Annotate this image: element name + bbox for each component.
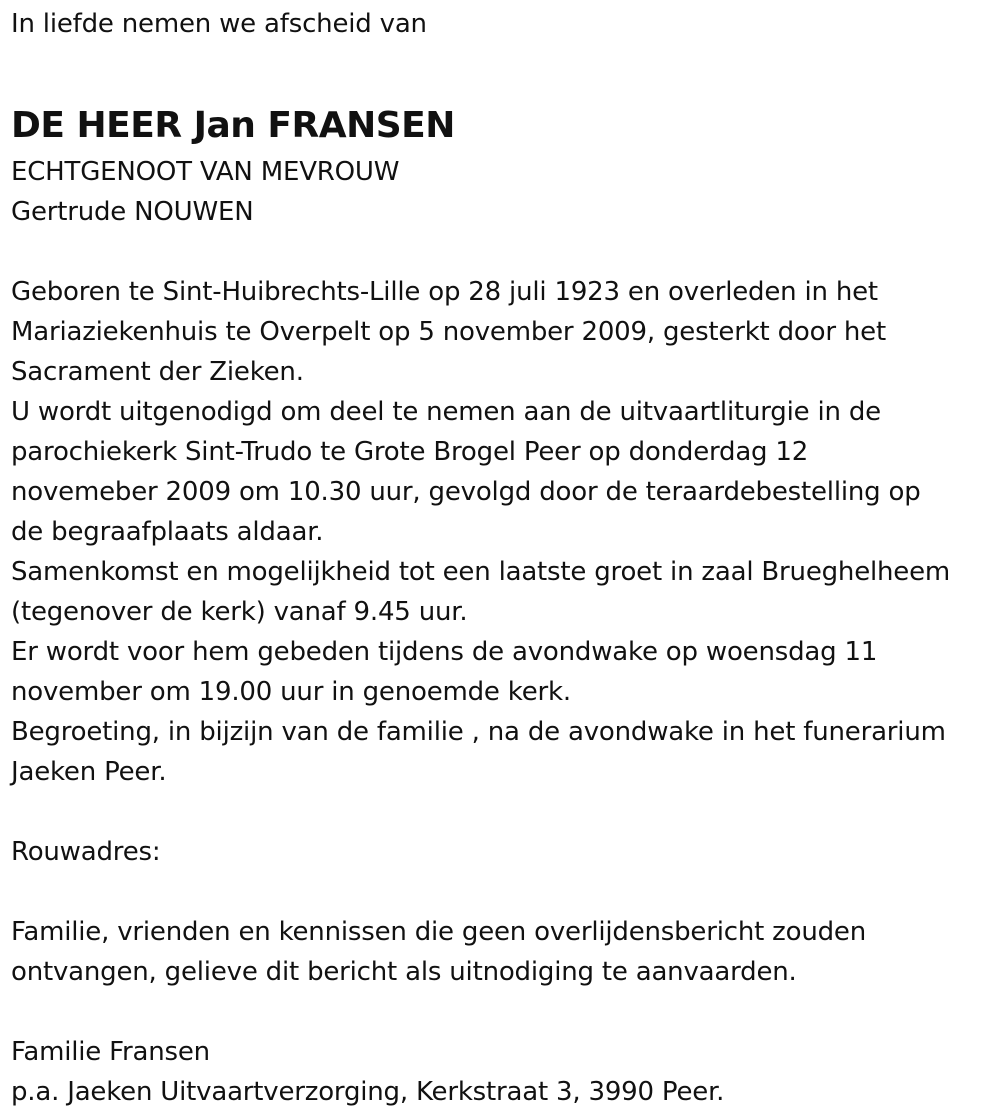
details-line: Samenkomst en mogelijkheid tot een laatste groet in zaal Brueghelheem xyxy=(11,557,951,587)
details-line: novemeber 2009 om 10.30 uur, gevolgd door de teraardebestelling op xyxy=(11,477,921,507)
details-line: Sacrament der Zieken. xyxy=(11,357,304,387)
details-line: Jaeken Peer. xyxy=(11,757,167,787)
details-line: (tegenover de kerk) vanaf 9.45 uur. xyxy=(11,597,468,627)
details-line: november om 19.00 uur in genoemde kerk. xyxy=(11,677,571,707)
rouwadres-label: Rouwadres: xyxy=(11,837,161,867)
spouse-block xyxy=(11,152,996,232)
intro-text: In liefde nemen we afscheid van xyxy=(11,9,427,39)
invitation-notice xyxy=(11,912,996,992)
details-line: U wordt uitgenodigd om deel te nemen aan de uitvaartliturgie in de xyxy=(11,397,881,427)
details-line: de begraafplaats aldaar. xyxy=(11,517,324,547)
deceased-name: DE HEER Jan FRANSEN xyxy=(11,105,455,146)
spouse-line-2: Gertrude NOUWEN xyxy=(11,197,254,227)
spouse-line-1: ECHTGENOOT VAN MEVROUW xyxy=(11,157,400,187)
details-paragraph xyxy=(11,272,996,792)
details-line: parochiekerk Sint-Trudo te Grote Brogel Peer op donderdag 12 xyxy=(11,437,809,467)
notice-line: ontvangen, gelieve dit bericht als uitnodiging te aanvaarden. xyxy=(11,957,797,987)
notice-line: Familie, vrienden en kennissen die geen overlijdensbericht zouden xyxy=(11,917,866,947)
signature-address: p.a. Jaeken Uitvaartverzorging, Kerkstraat 3, 3990 Peer. xyxy=(11,1077,725,1107)
signature-family: Familie Fransen xyxy=(11,1037,210,1067)
obituary-notice xyxy=(11,4,996,1112)
details-line: Mariaziekenhuis te Overpelt op 5 november 2009, gesterkt door het xyxy=(11,317,886,347)
signature-block xyxy=(11,1032,996,1112)
details-line: Geboren te Sint-Huibrechts-Lille op 28 juli 1923 en overleden in het xyxy=(11,277,878,307)
details-line: Er wordt voor hem gebeden tijdens de avondwake op woensdag 11 xyxy=(11,637,878,667)
details-line: Begroeting, in bijzijn van de familie , na de avondwake in het funerarium xyxy=(11,717,946,747)
